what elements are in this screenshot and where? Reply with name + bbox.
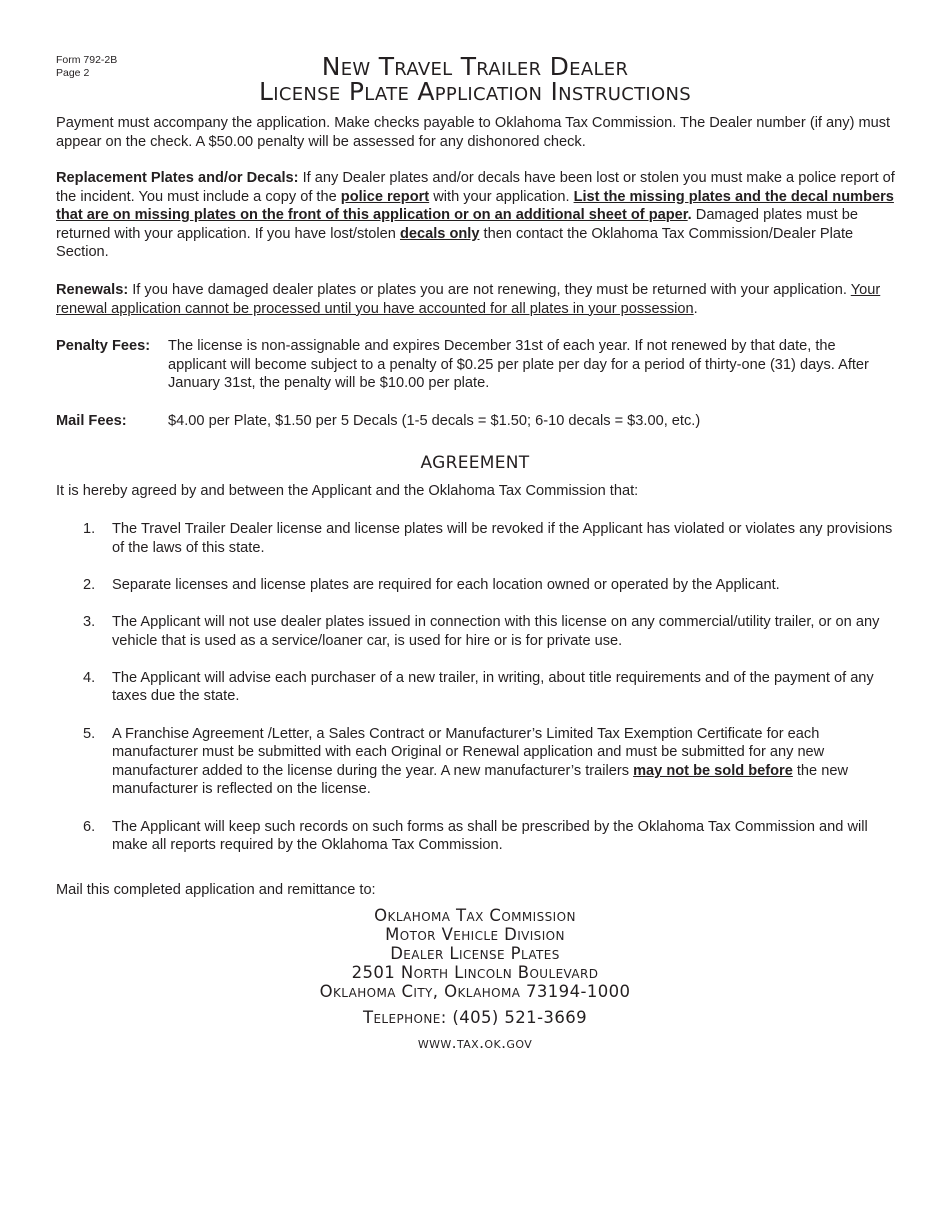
replacement-text-4: then contact the Oklahoma Tax Commission/Dealer Plate Section. <box>56 225 854 261</box>
list-missing-emphasis: List the missing plates and the decal numbers that are on missing plates on the front of this application or on an additional sheet of paper <box>56 188 894 224</box>
agreement-list <box>56 520 896 873</box>
replacement-label: Replacement Plates and/or Decals: <box>56 170 299 186</box>
replacement-text-2: with your application. <box>429 188 574 205</box>
title-line-1: New Travel Trailer Dealer <box>321 52 629 81</box>
agreement-item-text: Separate licenses and license plates are required for each location owned or operated by the Applicant. <box>112 576 780 593</box>
agreement-item <box>56 576 896 595</box>
penalty-fees-text: The license is non-assignable and expires December 31st of each year. If not renewed by that date, the applicant will become subject to a penalty of $0.25 per plate per day for a period of thirty-one (31) days. After January 31st, the penalty will be $10.00 per plate. <box>168 338 869 392</box>
agreement-item-number: 1. <box>83 521 96 537</box>
agreement-item-number: 4. <box>83 669 96 686</box>
agreement-item-text: The Applicant will advise each purchaser of a new trailer, in writing, about title requirements and of the payment of any taxes due the state. <box>112 669 874 705</box>
mail-fees-text: $4.00 per Plate, $1.50 per 5 Decals (1-5 decals = $1.50; 6-10 decals = $3.00, etc.) <box>168 413 701 429</box>
renewals-label: Renewals: <box>56 282 129 298</box>
agreement-heading: AGREEMENT <box>420 453 530 473</box>
agreement-item-number: 5. <box>83 725 96 742</box>
agreement-item <box>56 669 896 706</box>
agreement-item-text: The Applicant will not use dealer plates issued in connection with this license on any commercial/utility trailer, or on any vehicle that is used as a service/loaner car, is used for hire or is for private use. <box>112 613 880 649</box>
agreement-item-text: The Applicant will keep such records on such forms as shall be prescribed by the Oklahoma Tax Commission and will make all reports required by the Oklahoma Tax Commission. <box>112 818 868 854</box>
replacement-text-1: If any Dealer plates and/or decals have been lost or stolen you must make a police report of the incident. You must include a copy of the <box>56 170 895 205</box>
agreement-intro: It is hereby agreed by and between the Applicant and the Oklahoma Tax Commission that: <box>56 483 639 499</box>
penalty-fees-label: Penalty Fees: <box>56 338 151 354</box>
agreement-item-5-text-2: the new manufacturer is reflected on the license. <box>112 762 848 798</box>
renewals-paragraph <box>56 281 896 318</box>
agreement-item <box>56 725 896 799</box>
agreement-item-5-text-1: A Franchise Agreement /Letter, a Sales Contract or Manufacturer’s Limited Tax Exemption Certificate for each manufacturer must be submitted with each Original or Renewal application and must be submitted for any new manufacturer added to the license during the year. A new manufacturer’s trailers <box>112 725 825 779</box>
agreement-item-text <box>112 725 896 799</box>
address-line-1: Oklahoma Tax Commission <box>374 906 576 925</box>
mailing-address <box>0 906 950 1053</box>
replacement-text-3: Damaged plates must be returned with your application. If you have lost/stolen <box>56 207 859 242</box>
form-number: Form 792-2B <box>56 54 118 66</box>
replacement-period: . <box>687 207 692 224</box>
address-line-3: Dealer License Plates <box>390 944 560 963</box>
agreement-item <box>56 818 896 855</box>
address-line-4: 2501 North Lincoln Boulevard <box>351 963 599 982</box>
title-line-2: License Plate Application Instructions <box>259 77 691 106</box>
page-title <box>0 54 950 104</box>
police-report-emphasis: police report <box>340 188 430 205</box>
renewals-underlined: Your renewal application cannot be processed until you have accounted for all plates in your possession <box>56 282 881 317</box>
website: www.tax.ok.gov <box>417 1034 533 1052</box>
address-line-5: Oklahoma City, Oklahoma 73194-1000 <box>319 982 631 1001</box>
renewals-text: If you have damaged dealer plates or plates you are not renewing, they must be returned with your application. <box>128 282 851 298</box>
decals-only-emphasis: decals only <box>399 225 480 242</box>
agreement-item-number: 2. <box>83 576 96 593</box>
agreement-item-number: 6. <box>83 818 96 835</box>
may-not-be-sold-emphasis: may not be sold before <box>633 762 793 779</box>
replacement-paragraph <box>56 169 896 262</box>
penalty-fees-row <box>56 337 896 393</box>
agreement-item-number: 3. <box>83 613 96 630</box>
payment-paragraph: Payment must accompany the application. Make checks payable to Oklahoma Tax Commission. The Dealer number (if any) must appear on the check. A $50.00 penalty will be assessed for any dishonored check. <box>56 115 891 150</box>
page-number: Page 2 <box>56 67 90 79</box>
address-line-2: Motor Vehicle Division <box>385 925 565 944</box>
agreement-item <box>56 613 896 650</box>
mailing-intro: Mail this completed application and remittance to: <box>56 882 376 898</box>
agreement-item-text: The Travel Trailer Dealer license and license plates will be revoked if the Applicant has violated or violates any provisions of the laws of this state. <box>112 521 893 556</box>
agreement-item <box>56 520 896 557</box>
mail-fees-row <box>56 412 896 431</box>
mail-fees-label: Mail Fees: <box>56 413 127 429</box>
telephone: Telephone: (405) 521-3669 <box>362 1008 588 1027</box>
renewals-period: . <box>693 300 698 317</box>
